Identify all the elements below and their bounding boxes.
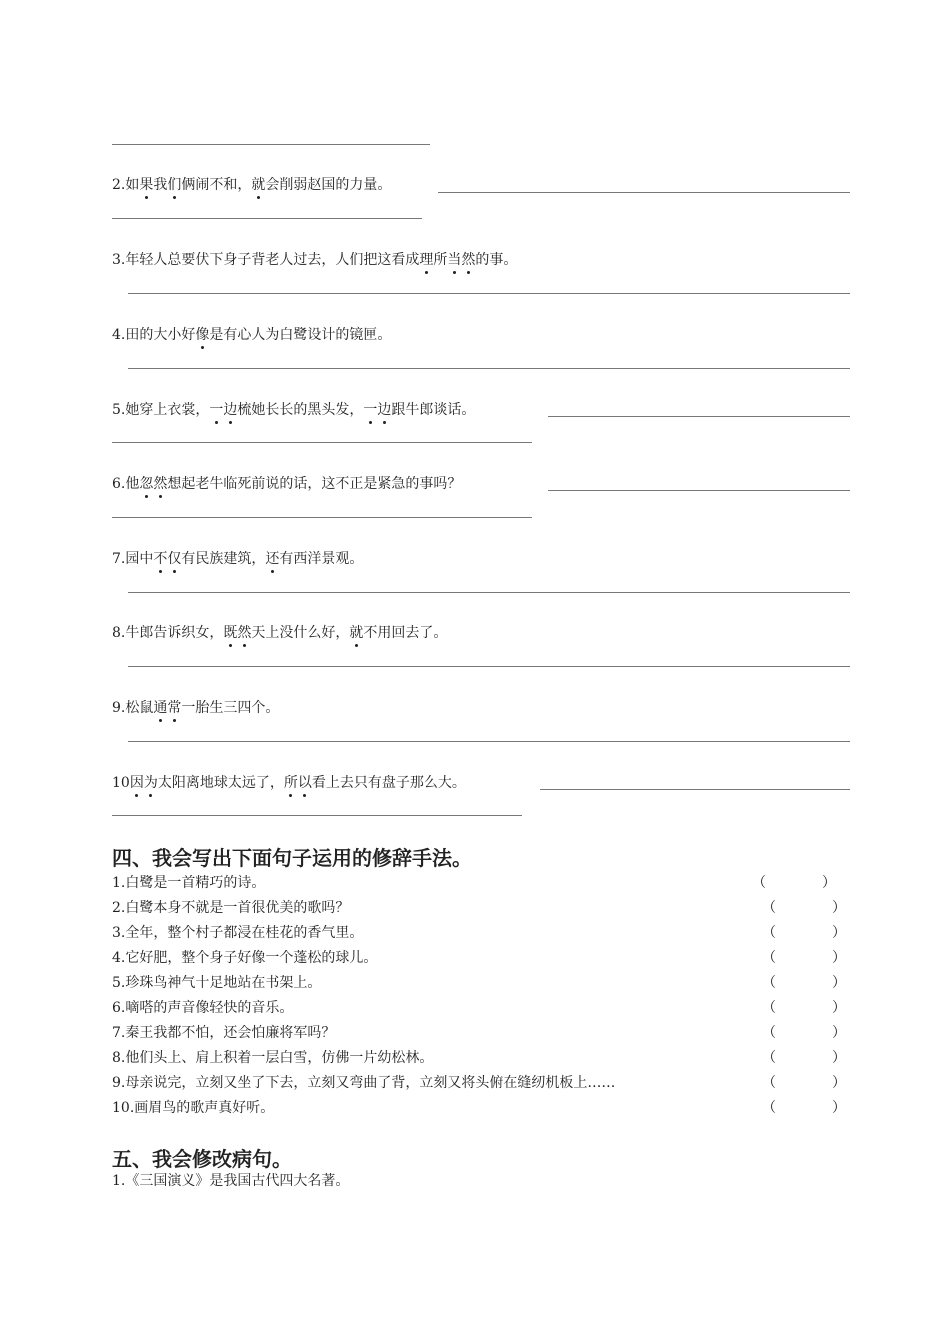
- sentence-text: 4.田的大小好: [112, 327, 196, 343]
- list-item: 10.画眉鸟的歌声真好听。: [112, 1100, 275, 1116]
- emphasis-char: 忽: [139, 476, 154, 492]
- emphasis-char: 们: [167, 177, 182, 193]
- sentence-text: 7.园中: [112, 551, 154, 567]
- sentence-text: 10: [112, 775, 130, 791]
- answer-line[interactable]: [128, 592, 850, 593]
- emphasis-char: 通: [153, 700, 168, 716]
- answer-paren-open: （: [762, 1075, 776, 1091]
- list-item: 1.《三国演义》是我国古代四大名著。: [112, 1173, 350, 1189]
- sentence-text: 跟牛郎谈话。: [391, 402, 476, 418]
- sentence-item: [112, 176, 391, 194]
- sentence-text: 太阳离地球太远了，: [157, 775, 284, 791]
- answer-line: [112, 144, 430, 145]
- emphasis-char: 以: [297, 775, 312, 791]
- emphasis-char: 就: [349, 625, 364, 641]
- sentence-text: 是有心人为白鹭设计的镜匣。: [209, 327, 392, 343]
- sentence-item: [112, 550, 363, 568]
- answer-line[interactable]: [112, 815, 522, 816]
- sentence-text: 6.他: [112, 476, 140, 492]
- answer-paren-close: ）: [822, 875, 836, 891]
- answer-paren-open: （: [752, 875, 766, 891]
- section4-title: 四、我会写出下面句子运用的修辞手法。: [112, 846, 472, 870]
- answer-paren-open: （: [762, 1000, 776, 1016]
- answer-line[interactable]: [112, 442, 532, 443]
- answer-paren-open: （: [762, 925, 776, 941]
- emphasis-char: 仅: [167, 551, 182, 567]
- sentence-text: 的事。: [475, 252, 518, 268]
- answer-paren-open: （: [762, 900, 776, 916]
- sentence-text: 有西洋景观。: [279, 551, 364, 567]
- answer-paren-close: ）: [832, 1050, 846, 1066]
- emphasis-char: 常: [167, 700, 182, 716]
- list-item: 2.白鹭本身不就是一首很优美的歌吗？: [112, 900, 350, 916]
- emphasis-char: 理: [419, 252, 434, 268]
- emphasis-char: 所: [283, 775, 298, 791]
- answer-line[interactable]: [112, 517, 532, 518]
- answer-paren-close: ）: [832, 1075, 846, 1091]
- answer-paren-close: ）: [832, 900, 846, 916]
- sentence-text: 俩闹不和，: [181, 177, 252, 193]
- emphasis-char: 一: [209, 402, 224, 418]
- sentence-text: 看上去只有盘子那么大。: [311, 775, 466, 791]
- sentence-text: 3.年轻人总要伏下身子背老人过去，人们把这看成: [112, 252, 420, 268]
- sentence-text: 5.她穿上衣裳，: [112, 402, 210, 418]
- answer-paren-close: ）: [832, 975, 846, 991]
- sentence-item: [112, 774, 466, 792]
- sentence-item: [112, 624, 447, 642]
- emphasis-char: 然: [153, 476, 168, 492]
- list-item: 4.它好肥，整个身子好像一个蓬松的球儿。: [112, 950, 378, 966]
- emphasis-char: 还: [265, 551, 280, 567]
- sentence-text: 2.如: [112, 177, 140, 193]
- emphasis-char: 既: [223, 625, 238, 641]
- emphasis-char: 像: [195, 327, 210, 343]
- answer-paren-open: （: [762, 1025, 776, 1041]
- sentence-text: 天上没什么好，: [251, 625, 350, 641]
- answer-paren-open: （: [762, 950, 776, 966]
- answer-paren-close: ）: [832, 1100, 846, 1116]
- sentence-item: [112, 251, 517, 269]
- sentence-item: [112, 401, 475, 419]
- sentence-text: 一胎生三四个。: [181, 700, 280, 716]
- sentence-text: 我: [153, 177, 168, 193]
- answer-line[interactable]: [438, 192, 850, 193]
- list-item: 6.嘀嗒的声音像轻快的音乐。: [112, 1000, 294, 1016]
- answer-line[interactable]: [112, 218, 422, 219]
- answer-paren-open: （: [762, 1050, 776, 1066]
- sentence-item: [112, 326, 391, 344]
- emphasis-char: 不: [153, 551, 168, 567]
- answer-line[interactable]: [548, 490, 850, 491]
- emphasis-char: 为: [143, 775, 158, 791]
- sentence-text: 8.牛郎告诉织女，: [112, 625, 224, 641]
- list-item: 7.秦王我都不怕，还会怕廉将军吗？: [112, 1025, 336, 1041]
- sentence-text: 所: [433, 252, 448, 268]
- answer-paren-close: ）: [832, 950, 846, 966]
- list-item: 3.全年，整个村子都浸在桂花的香气里。: [112, 925, 364, 941]
- answer-paren-close: ）: [832, 1000, 846, 1016]
- answer-line[interactable]: [128, 666, 850, 667]
- emphasis-char: 就: [251, 177, 266, 193]
- emphasis-char: 然: [237, 625, 252, 641]
- emphasis-char: 当: [447, 252, 462, 268]
- sentence-text: 会削弱赵国的力量。: [265, 177, 392, 193]
- list-item: 5.珍珠鸟神气十足地站在书架上。: [112, 975, 322, 991]
- answer-paren-open: （: [762, 975, 776, 991]
- answer-line[interactable]: [128, 293, 850, 294]
- answer-line[interactable]: [128, 368, 850, 369]
- sentence-item: [112, 699, 279, 717]
- emphasis-char: 一: [363, 402, 378, 418]
- sentence-item: [112, 475, 461, 493]
- answer-paren-close: ）: [832, 925, 846, 941]
- answer-line[interactable]: [548, 416, 850, 417]
- sentence-text: 想起老牛临死前说的话，这不正是紧急的事吗？: [167, 476, 462, 492]
- emphasis-char: 边: [377, 402, 392, 418]
- list-item: 1.白鹭是一首精巧的诗。: [112, 875, 266, 891]
- section5-title: 五、我会修改病句。: [112, 1147, 292, 1171]
- answer-line[interactable]: [128, 741, 850, 742]
- answer-paren-open: （: [762, 1100, 776, 1116]
- emphasis-char: 边: [223, 402, 238, 418]
- sentence-text: 梳她长长的黑头发，: [237, 402, 364, 418]
- emphasis-char: 果: [139, 177, 154, 193]
- list-item: 9.母亲说完，立刻又坐了下去，立刻又弯曲了背，立刻又将头俯在缝纫机板上……: [112, 1075, 616, 1091]
- answer-line[interactable]: [540, 789, 850, 790]
- emphasis-char: 因: [129, 775, 144, 791]
- list-item: 8.他们头上、肩上积着一层白雪，仿佛一片幼松林。: [112, 1050, 434, 1066]
- sentence-text: 有民族建筑，: [181, 551, 266, 567]
- sentence-text: 不用回去了。: [363, 625, 448, 641]
- sentence-text: 9.松鼠: [112, 700, 154, 716]
- answer-paren-close: ）: [832, 1025, 846, 1041]
- emphasis-char: 然: [461, 252, 476, 268]
